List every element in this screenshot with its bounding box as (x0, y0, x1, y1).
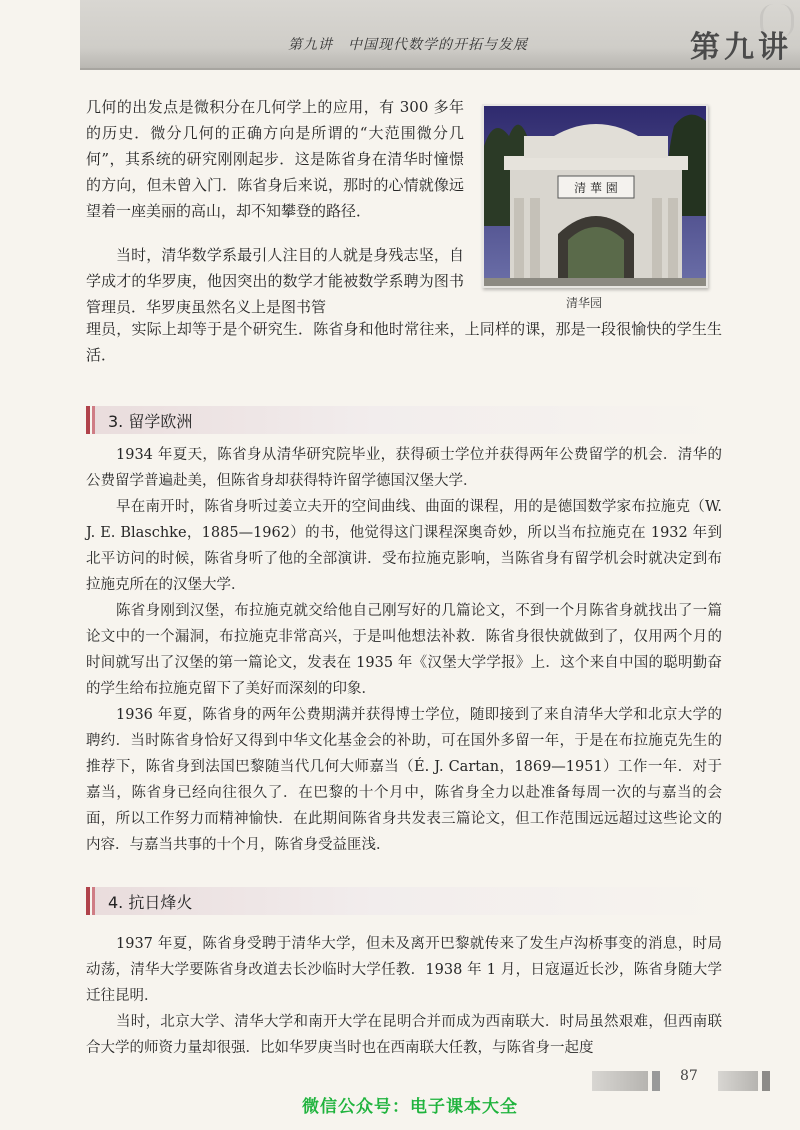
footer-decor-bar (718, 1071, 758, 1091)
paragraph-geometry: 几何的出发点是微积分在几何学上的应用，有 300 多年的历史．微分几何的正确方向是所谓的“大范围微分几何”，其系统的研究刚刚起步．这是陈省身在清华时憧憬的方向，但未曾入门．陈省身后来说，那时的心情就像远望着一座美丽的高山，却不知攀登的路径． (86, 98, 464, 220)
lecture-label: 第九讲 (690, 30, 792, 65)
page-number: 87 (680, 1068, 698, 1084)
paragraph-blaschke: 早在南开时，陈省身听过姜立夫开的空间曲线、曲面的课程，用的是德国数学家布拉施克（W. J. E. Blaschke，1885—1962）的书，他觉得这门课程深奥奇妙，所以当布拉施克在 1932 年到北平访问的时候，陈省身听了他的全部演讲．受布拉施克影响，当陈省身有留学机会时就决定到布拉施克所在的汉堡大学． (86, 499, 722, 593)
footer-decor-bar (762, 1071, 770, 1091)
footer-decor-bar (592, 1071, 648, 1091)
paragraph-student-life: 理员，实际上却等于是个研究生．陈省身和他时常往来，上同样的课，那是一段很愉快的学生生活． (86, 320, 722, 364)
section-bar-icon (86, 406, 95, 434)
tsinghua-gate-photo (482, 104, 708, 288)
gate-plaque-text: 清 華 園 (574, 181, 618, 195)
section-title: 3. 留学欧洲 (108, 412, 193, 431)
paragraph-1937: 1937 年夏，陈省身受聘于清华大学，但未及离开巴黎就传来了发生卢沟桥事变的消息，时局动荡，清华大学要陈省身改道去长沙临时大学任教．1938 年 1 月，日寇逼近长沙，陈省身随大学迁往昆明． (86, 936, 722, 1004)
watermark-text: 微信公众号：电子课本大全 (302, 1097, 518, 1117)
paragraph-hua-luogeng: 当时，清华数学系最引人注目的人就是身残志坚，自学成才的华罗庚，他因突出的数学才能被数学系聘为图书管理员．华罗庚虽然名义上是图书管 (86, 246, 464, 316)
gate-illustration (484, 106, 706, 286)
page-header (80, 0, 800, 70)
paragraph-hamburg: 陈省身刚到汉堡，布拉施克就交给他自己刚写好的几篇论文，不到一个月陈省身就找出了一篇论文中的一个漏洞，布拉施克非常高兴，于是叫他想法补救．陈省身很快就做到了，仅用两个月的时间就写出了汉堡的第一篇论文，发表在 1935 年《汉堡大学学报》上．这个来自中国的聪明勤奋的学生给布拉施克留下了美好而深刻的印象． (86, 603, 722, 697)
section-bar-icon (86, 887, 95, 915)
paragraph-cartan: 1936 年夏，陈省身的两年公费期满并获得博士学位，随即接到了来自清华大学和北京大学的聘约．当时陈省身恰好又得到中华文化基金会的补助，可在国外多留一年，于是在布拉施克先生的推荐下，陈省身到法国巴黎随当代几何大师嘉当（É. J. Cartan，1869—1951）工作一年．对于嘉当，陈省身已经向往很久了．在巴黎的十个月中，陈省身全力以赴准备每周一次的与嘉当的会面，所以工作努力而精神愉快．在此期间陈省身共发表三篇论文，但工作范围远远超过这些论文的内容．与嘉当共事的十个月，陈省身受益匪浅． (86, 707, 722, 853)
paragraph-southwest-union: 当时，北京大学、清华大学和南开大学在昆明合并而成为西南联大．时局虽然艰难，但西南联合大学的师资力量却很强．比如华罗庚当时也在西南联大任教，与陈省身一起度 (86, 1014, 722, 1056)
chapter-title: 第九讲 中国现代数学的开拓与发展 (288, 37, 528, 53)
footer-decor-bar (652, 1071, 660, 1091)
section-title: 4. 抗日烽火 (108, 893, 193, 912)
paragraph-1934: 1934 年夏天，陈省身从清华研究院毕业，获得硕士学位并获得两年公费留学的机会．清华的公费留学普遍赴美，但陈省身却获得特许留学德国汉堡大学． (86, 447, 722, 489)
section-heading-war (86, 887, 726, 915)
section-heading-study-abroad (86, 406, 726, 434)
photo-caption: 清华园 (566, 296, 603, 310)
